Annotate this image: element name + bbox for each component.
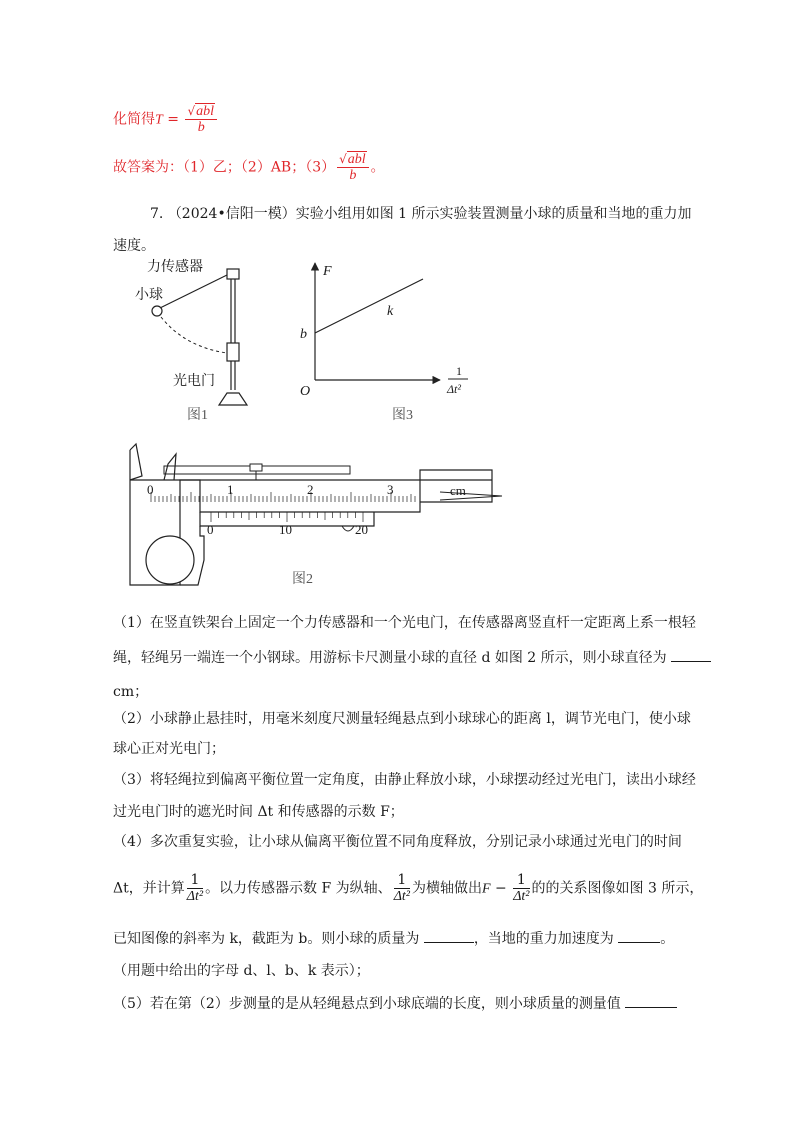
x-axis-den: Δt² [447,382,461,396]
question-intro-cont: 速度。 [113,238,155,254]
symbol-F: F [482,881,491,897]
main-tick-1: 1 [227,482,234,497]
fraction-one-over-dt2-axis: $\frac{1}{\text{Δt²}}$ [393,872,410,904]
figure-3-graph [290,255,480,425]
part4-line1: （4）多次重复实验，让小球从偏离平衡位置不同角度释放，分别记录小球通过光电门的时间 [113,834,682,850]
graph-line [315,279,423,333]
question-intro: 7. （2024•信阳一模）实验小组用如图 1 所示实验装置测量小球的质量和当地的重力加 [150,206,692,222]
x-axis-num: 1 [456,364,462,378]
figure-1-apparatus [135,255,285,430]
part1-line3: cm； [113,684,149,700]
vernier-tick-10: 10 [279,522,292,537]
caption-fig3: 图3 [392,408,413,423]
label-intercept-b: b [300,327,307,342]
vernier-tick-20: 20 [355,522,368,537]
label-slope-k: k [387,304,394,319]
answer-final: 故答案为：（1）乙；（2）AB；（3） $\frac{\text{√abl}}{b}$ 。 [113,152,385,183]
label-force-sensor: 力传感器 [147,260,203,275]
measured-ball [146,536,194,584]
fraction-one-over-dt2: $\frac{1}{\text{Δt²}}$ [186,872,204,904]
caption-fig1: 图1 [187,408,208,423]
label-origin: O [300,384,311,399]
part2-line2: 球心正对光电门； [113,741,225,757]
main-tick-2: 2 [307,482,314,497]
unit-cm: cm [450,483,466,498]
axis-label-F: F [323,264,332,279]
main-tick-0: 0 [147,482,154,497]
part1-line1: （1）在竖直铁架台上固定一个力传感器和一个光电门，在传感器离竖直杆一定距离上系一根轻 [113,615,696,631]
main-tick-3: 3 [387,482,394,497]
main-scale-ticks [151,492,415,502]
part2-line1: （2）小球静止悬挂时，用毫米刻度尺测量轻绳悬点到小球球心的距离 l，调节光电门，使小球 [113,711,691,727]
vernier-tick-0: 0 [207,522,214,537]
period-symbol: T [155,112,163,128]
part5-line1: （5）若在第（2）步测量的是从轻绳悬点到小球底端的长度，则小球质量的测量值 [113,993,677,1013]
part4-line2: Δt，并计算 $\frac{1}{\text{Δt²}}$ 。以力传感器示数 F 为纵轴、 $\frac{1}{\text{Δt²}}$ 为横轴做出F − $\frac{1}{\text{Δt²}}$ 的的关系图像如图 3 所示， [113,872,704,904]
part4-line4: （用题中给出的字母 d、l、b、k 表示）； [113,963,370,979]
answer-blank-diameter [671,661,711,662]
caption-fig2: 图2 [292,572,313,587]
part1-line2: 绳，轻绳另一端连一个小钢球。用游标卡尺测量小球的直径 d 如图 2 所示，则小球直径为 [113,647,711,667]
part3-line1: （3）将轻绳拉到偏离平衡位置一定角度，由静止释放小球，小球摆动经过光电门，读出小球经 [113,772,696,788]
part4-line3: 已知图像的斜率为 k，截距为 b。则小球的质量为 ，当地的重力加速度为 。 [113,931,675,947]
label-photogate: 光电门 [173,374,215,389]
figure-2-caliper [120,440,510,590]
answer-blank-mass-measured [625,1007,677,1008]
part3-line2: 过光电门时的遮光时间 Δt 和传感器的示数 F； [113,804,404,820]
fraction-relation: $\frac{1}{\text{Δt²}}$ [513,872,530,904]
answer-final-fraction: $\frac{\text{√abl}}{b}$ [337,151,369,184]
vernier-scale-ticks [211,512,363,522]
ball [152,306,162,316]
answer-fraction: $\frac{\text{√abl}}{b}$ [185,103,217,136]
label-ball: 小球 [135,288,163,303]
answer-blank-gravity [618,942,660,943]
answer-blank-mass [424,942,474,943]
answer-simplified: 化简得T = $\frac{\text{√abl}}{b}$ [113,103,219,136]
